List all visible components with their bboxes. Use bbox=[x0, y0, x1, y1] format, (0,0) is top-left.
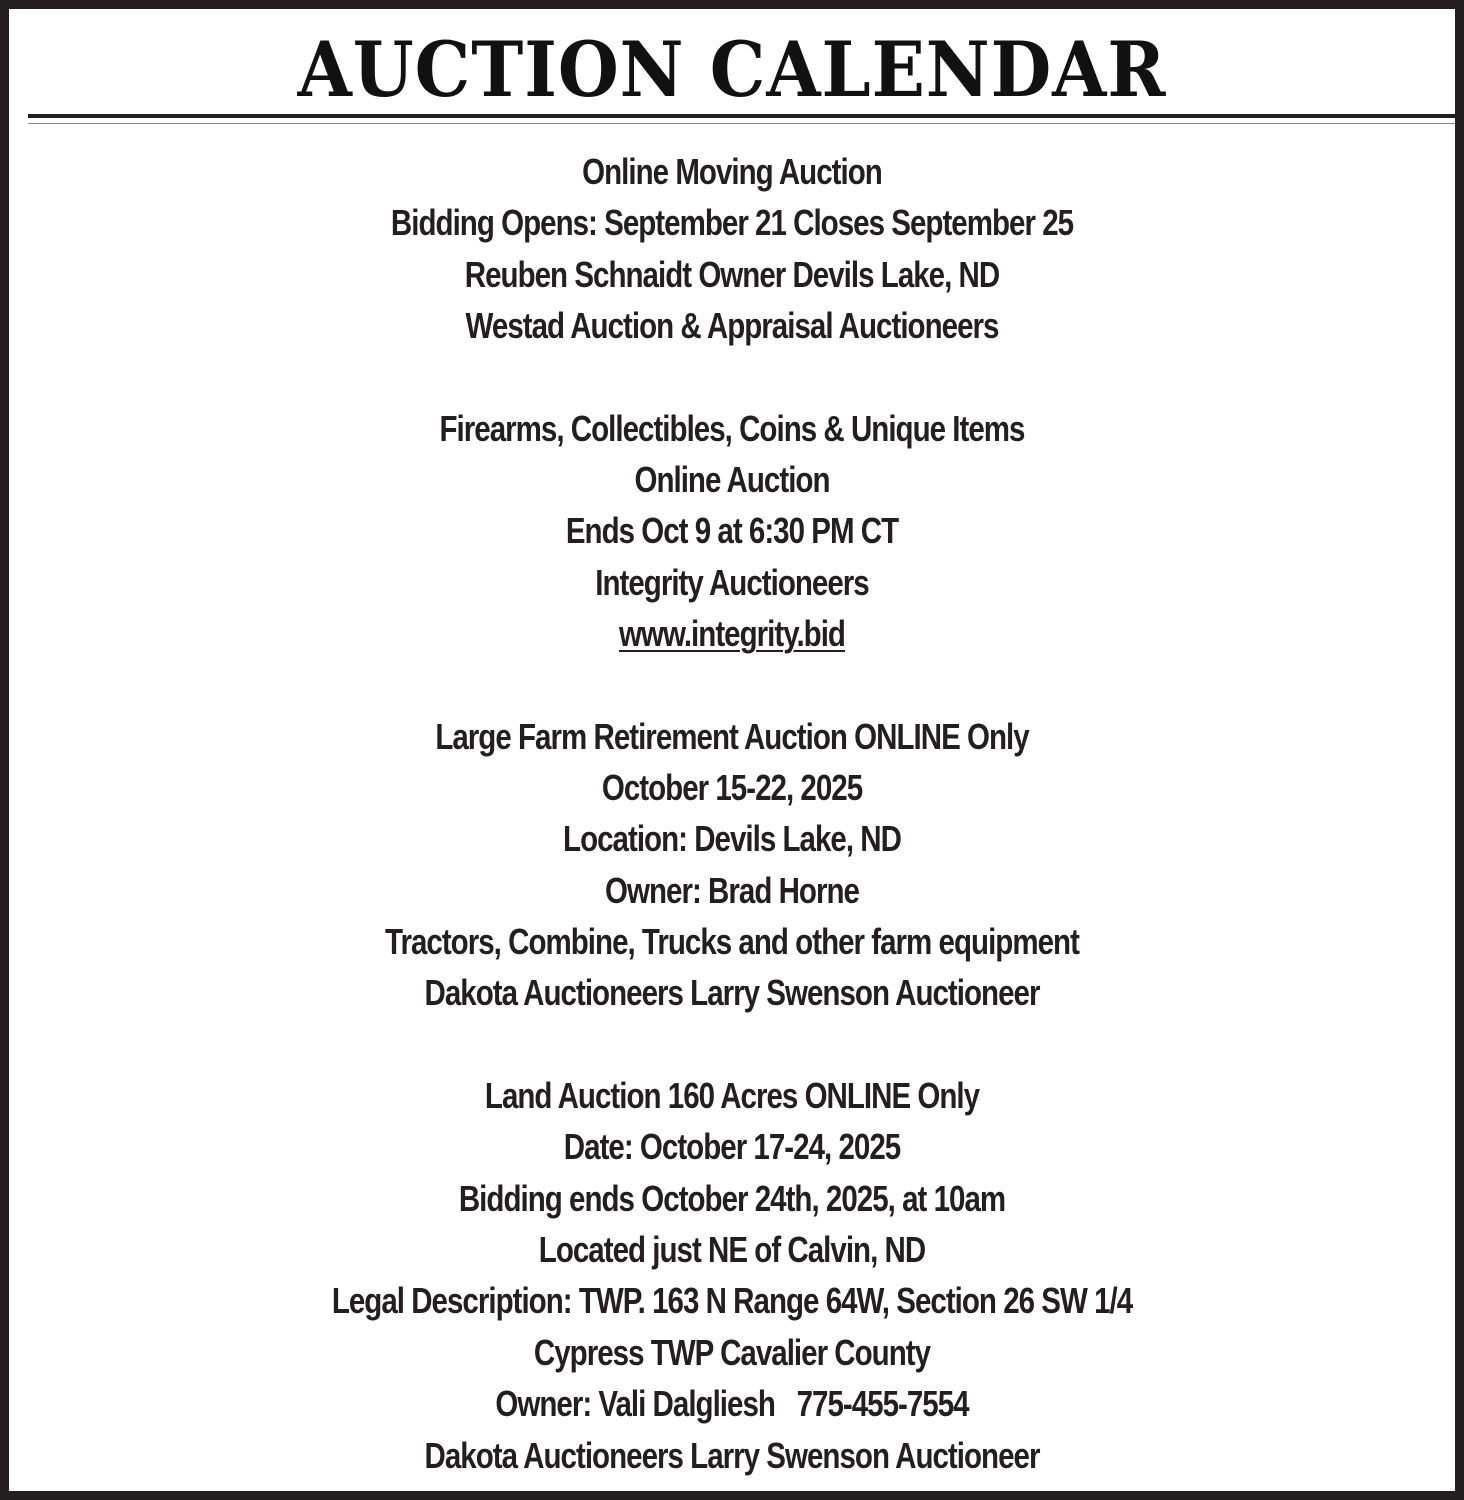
listing-heading: Firearms, Collectibles, Coins & Unique Items bbox=[439, 407, 1025, 449]
integrity-website-link[interactable]: www.integrity.bid bbox=[618, 613, 845, 655]
auction-listing-moving bbox=[29, 146, 1435, 352]
listing-owner-phone: Owner: Vali Dalgliesh 775-455-7554 bbox=[495, 1383, 969, 1425]
listing-heading: Large Farm Retirement Auction ONLINE Only bbox=[435, 715, 1029, 757]
listing-heading: Land Auction 160 Acres ONLINE Only bbox=[484, 1074, 980, 1116]
listing-dates: Date: October 17-24, 2025 bbox=[563, 1126, 901, 1168]
listing-legal-description: Legal Description: TWP. 163 N Range 64W, Section 26 SW 1/4 bbox=[331, 1280, 1133, 1322]
listing-dates: October 15-22, 2025 bbox=[601, 766, 863, 808]
listing-auctioneer: Integrity Auctioneers bbox=[595, 561, 869, 603]
auction-listing-land bbox=[29, 1070, 1435, 1481]
auction-listing-farm-retirement bbox=[29, 711, 1435, 1019]
listing-end-time: Bidding ends October 24th, 2025, at 10am bbox=[458, 1177, 1006, 1219]
listing-dates: Bidding Opens: September 21 Closes September 25 bbox=[390, 202, 1074, 244]
listing-location: Located just NE of Calvin, ND bbox=[538, 1229, 926, 1271]
listing-county: Cypress TWP Cavalier County bbox=[533, 1331, 931, 1373]
listing-owner: Reuben Schnaidt Owner Devils Lake, ND bbox=[464, 253, 1000, 295]
auction-listings bbox=[29, 146, 1435, 1481]
listing-auctioneer: Dakota Auctioneers Larry Swenson Auctioneer bbox=[424, 972, 1040, 1014]
listing-owner: Owner: Brad Horne bbox=[605, 869, 859, 911]
listing-type: Online Auction bbox=[634, 458, 830, 500]
title-divider-thick bbox=[28, 114, 1455, 118]
page-title: AUCTION CALENDAR bbox=[297, 25, 1167, 114]
listing-auctioneer: Westad Auction & Appraisal Auctioneers bbox=[465, 305, 999, 347]
title-divider-thin bbox=[28, 123, 1455, 124]
listing-items: Tractors, Combine, Trucks and other farm equipment bbox=[385, 921, 1079, 963]
listing-heading: Online Moving Auction bbox=[582, 151, 882, 192]
listing-auctioneer: Dakota Auctioneers Larry Swenson Auctioneer bbox=[424, 1434, 1040, 1476]
listing-end-time: Ends Oct 9 at 6:30 PM CT bbox=[565, 510, 899, 552]
auction-listing-firearms bbox=[29, 403, 1435, 660]
listing-location: Location: Devils Lake, ND bbox=[563, 818, 901, 860]
listing-website-line bbox=[156, 608, 1309, 659]
